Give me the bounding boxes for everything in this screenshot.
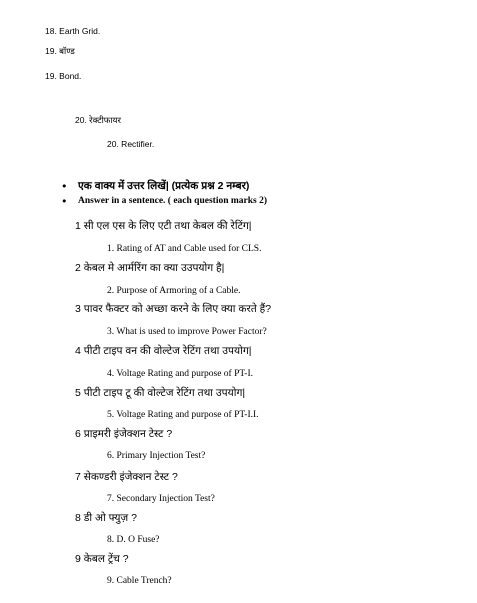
question-1-hindi: 1 सी एल एस के लिए एटी तथा केबल की रेटिंग| bbox=[75, 220, 252, 232]
item-rectifier: 20. Rectifier. bbox=[107, 139, 155, 149]
item-rectifier-hindi: 20. रेक्टीफायर bbox=[75, 115, 121, 125]
question-8-hindi: 8 डी ओ फ्युज़ ? bbox=[75, 512, 137, 524]
question-3-hindi: 3 पावर फैक्टर को अच्छा करने के लिए क्या करते हैं? bbox=[75, 303, 272, 315]
question-3-english: 3. What is used to improve Power Factor? bbox=[107, 327, 267, 337]
question-8-english: 8. D. O Fuse? bbox=[107, 535, 160, 545]
question-2-hindi: 2 केबल मे आर्मरिंग का क्या उउपयोग है| bbox=[75, 262, 225, 274]
question-9-english: 9. Cable Trench? bbox=[107, 576, 172, 586]
instruction-hindi: एक वाक्य में उत्तर लिखें| (प्रत्येक प्रश्न 2 नम्बर) bbox=[78, 180, 250, 192]
question-6-hindi: 6 प्राइमरी इंजेक्शन टेस्ट ? bbox=[75, 428, 173, 440]
bullet-icon: • bbox=[61, 180, 68, 193]
question-7-english: 7. Secondary Injection Test? bbox=[107, 494, 215, 504]
question-5-hindi: 5 पीटी टाइप टू की वोल्टेज रेटिंग तथा उपयोग| bbox=[75, 387, 246, 399]
question-4-hindi: 4 पीटी टाइप वन की वोल्टेज रेटिंग तथा उपयोग| bbox=[75, 345, 252, 357]
question-2-english: 2. Purpose of Armoring of a Cable. bbox=[107, 286, 241, 296]
question-6-english: 6. Primary Injection Test? bbox=[107, 451, 206, 461]
instruction-english: Answer in a sentence. ( each question marks 2) bbox=[78, 196, 268, 206]
item-bond: 19. Bond. bbox=[45, 71, 82, 81]
question-1-english: 1. Rating of AT and Cable used for CLS. bbox=[107, 244, 262, 254]
item-earth-grid: 18. Earth Grid. bbox=[45, 26, 101, 36]
question-5-english: 5. Voltage Rating and purpose of PT-I.I. bbox=[107, 410, 259, 420]
question-4-english: 4. Voltage Rating and purpose of PT-I. bbox=[107, 369, 254, 379]
item-bond-hindi: 19. बॉण्ड bbox=[45, 46, 75, 56]
bullet-icon: • bbox=[61, 195, 68, 208]
question-7-hindi: 7 सेकण्डरी इंजेक्शन टेस्ट ? bbox=[75, 471, 178, 483]
question-9-hindi: 9 केबल ट्रेंच ? bbox=[75, 553, 129, 565]
